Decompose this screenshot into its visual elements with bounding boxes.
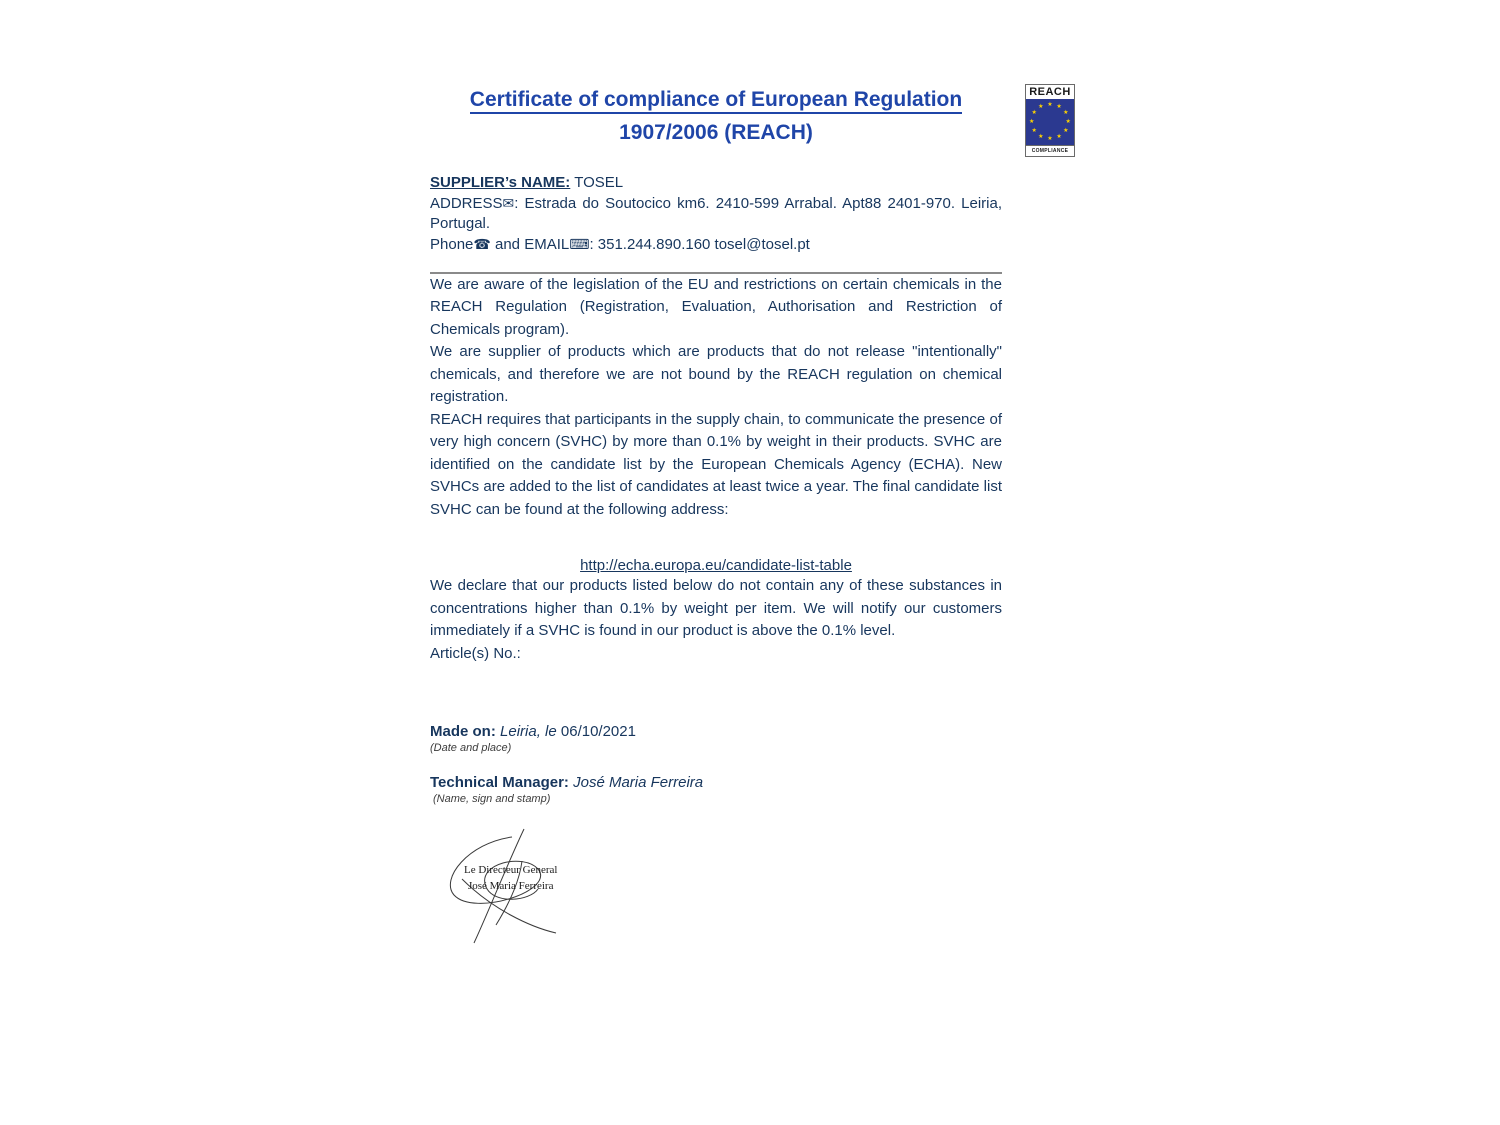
certificate-title-line1: Certificate of compliance of European Regulation bbox=[470, 88, 962, 114]
supplier-name-value: TOSEL bbox=[570, 174, 624, 192]
document-content bbox=[430, 84, 1002, 952]
reach-logo-text: REACH bbox=[1029, 86, 1071, 98]
supplier-name-row bbox=[430, 173, 1002, 194]
supplier-address-row bbox=[430, 194, 1002, 235]
eu-flag-stars-icon: ★ ★ ★ ★ ★ ★ ★ ★ ★ ★ ★ ★ bbox=[1026, 99, 1074, 145]
technical-manager-row bbox=[430, 774, 1002, 791]
certificate-title bbox=[430, 84, 1002, 149]
envelope-icon: ✉ bbox=[502, 195, 515, 212]
compliance-logo-text: COMPLIANCE bbox=[1026, 145, 1074, 156]
phone-icon: ☎ bbox=[473, 237, 491, 254]
phone-label: Phone bbox=[430, 236, 474, 254]
made-on-place: Leiria, le bbox=[495, 723, 557, 741]
candidate-list-link-row bbox=[430, 557, 1002, 575]
paragraph-awareness: We are aware of the legislation of the EU and restrictions on certain chemicals in the REACH Regulation (Registration, Evaluation, Authorisation and Restriction of Chemicals program). bbox=[430, 275, 1002, 338]
supplier-contact-row bbox=[430, 235, 1002, 256]
date-place-caption: (Date and place) bbox=[430, 742, 512, 755]
supplier-info-block bbox=[430, 173, 1002, 256]
made-on-row bbox=[430, 723, 1002, 740]
supplier-name-label: SUPPLIER’s NAME: bbox=[430, 174, 571, 192]
signature-stamp-text bbox=[464, 863, 557, 895]
computer-icon: ⌨ bbox=[569, 237, 590, 254]
contact-value: : 351.244.890.160 tosel@tosel.pt bbox=[589, 236, 810, 254]
address-value: : Estrada do Soutocico km6. 2410-599 Arrabal. Apt88 2401-970. Leiria, Portugal. bbox=[430, 194, 1002, 233]
technical-manager-value: José Maria Ferreira bbox=[568, 774, 704, 792]
signature-line2: José Maria Ferreira bbox=[467, 880, 554, 893]
signature-block bbox=[434, 827, 614, 952]
candidate-list-link[interactable]: http://echa.europa.eu/candidate-list-table bbox=[580, 557, 852, 575]
reach-compliance-logo bbox=[1025, 84, 1075, 157]
name-sign-stamp-caption: (Name, sign and stamp) bbox=[433, 793, 551, 806]
certificate-title-line2: 1907/2006 (REACH) bbox=[619, 120, 813, 144]
paragraph-supplier-statement: We are supplier of products which are products that do not release "intentionally" chemicals, and therefore we are not bound by the REACH regulation on chemical registration. bbox=[430, 343, 1002, 406]
article-number-label: Article(s) No.: bbox=[430, 644, 521, 662]
address-label: ADDRESS bbox=[430, 194, 503, 212]
paragraph-declaration: We declare that our products listed below do not contain any of these substances in concentrations higher than 0.1% by weight per item. We will notify our customers immediately if a SVHC is found in our product is above the 0.1% level. bbox=[430, 577, 1002, 640]
made-on-date: 06/10/2021 bbox=[556, 723, 636, 741]
email-label: and EMAIL bbox=[490, 236, 570, 254]
paragraph-reach-requirements: REACH requires that participants in the supply chain, to communicate the presence of very high concern (SVHC) by more than 0.1% by weight in their products. SVHC are identified on the candidate list by the European Chemicals Agency (ECHA). New SVHCs are added to the list of candidates at least twice a year. The final candidate list SVHC can be found at the following address: bbox=[430, 410, 1002, 518]
technical-manager-label: Technical Manager: bbox=[430, 774, 569, 792]
made-on-label: Made on: bbox=[430, 723, 496, 741]
signature-line1: Le Directeur General bbox=[464, 864, 558, 877]
